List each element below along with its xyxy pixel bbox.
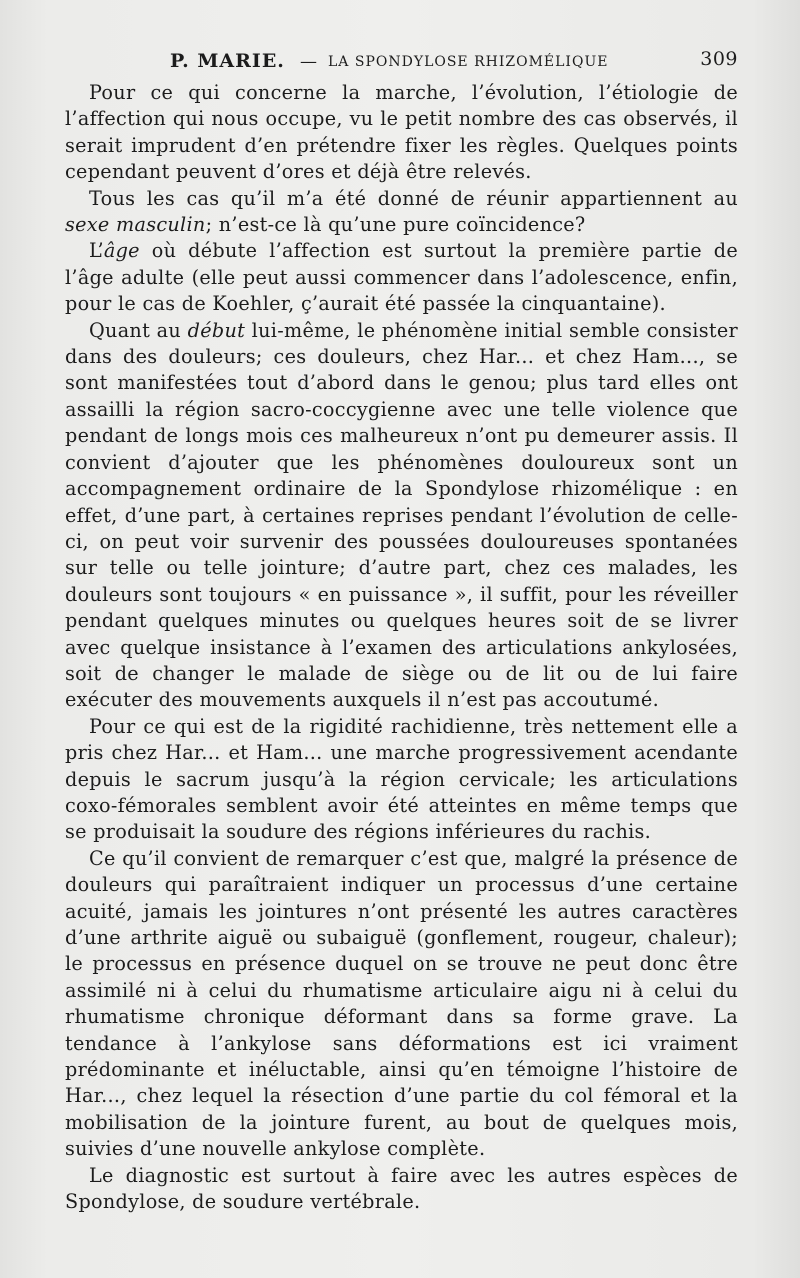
- paragraph: [65, 186, 738, 239]
- paragraph: [65, 238, 738, 317]
- text-run: lui-même, le phénomène initial semble consister dans des douleurs; ces douleurs, chez Har... et chez Ham..., se sont manifestées tout d’abord dans le genou; plus tard elles ont assailli la région sacro-coccygienne avec une telle violence que pendant de longs mois ces malheureux n’ont pu demeurer assis. Il convient d’ajouter que les phénomènes douloureux sont un accompagnement ordinaire de la Spondylose rhizomélique : en effet, d’une part, à certaines reprises pendant l’évolution de celle-ci, on peut voir survenir des poussées douloureuses spontanées sur telle ou telle jointure; d’autre part, chez ces malades, les douleurs sont toujours « en puissance », il suffit, pour les réveiller pendant quelques minutes ou quelques heures soit de se livrer avec quelque insistance à l’examen des articulations ankylosées, soit de changer le malade de siège ou de lit ou de lui faire exécuter des mouvements auxquels il n’est pas accoutumé.: [65, 318, 738, 712]
- text-run: où débute l’affection est surtout la première partie de l’âge adulte (elle peut aussi commencer dans l’adolescence, enfin, pour le cas de Koehler, ç’aurait été passée la cinquantaine).: [65, 239, 738, 316]
- text-run: Ce qu’il convient de remarquer c’est que, malgré la présence de douleurs qui paraîtraient indiquer un processus d’une certaine acuité, jamais les jointures n’ont présenté les autres caractères d’une arthrite aiguë ou subaiguë (gonflement, rougeur, chaleur); le processus en présence duquel on se trouve ne peut donc être assimilé ni à celui du rhumatisme articulaire aigu ni à celui du rhumatisme chronique déformant dans sa forme grave. La tendance à l’ankylose sans déformations est ici vraiment prédominante et inéluctable, ainsi qu’en témoigne l’histoire de Har..., chez lequel la résection d’une partie du col fémoral et la mobilisation de la jointure furent, au bout de quelques mois, suivies d’une nouvelle ankylose complète.: [65, 846, 738, 1161]
- italic-text: début: [187, 318, 246, 342]
- text-run: Le diagnostic est surtout à faire avec les autres espèces de Spondylose, de soudure vertébrale.: [65, 1163, 738, 1214]
- text-run: ; n’est-ce là qu’une pure coïncidence?: [205, 213, 586, 237]
- paragraph: [65, 318, 738, 714]
- text-run: L’: [89, 239, 104, 263]
- header-author: P. MARIE.: [170, 50, 285, 72]
- text-run: Pour ce qui concerne la marche, l’évolution, l’étiologie de l’affection qui nous occupe, vu le petit nombre des cas observés, il serait imprudent d’en prétendre fixer les règles. Quelques points cependant peuvent d’ores et déjà être relevés.: [65, 81, 738, 184]
- page-number: 309: [700, 48, 738, 70]
- header-separator: —: [300, 52, 318, 72]
- text-run: Pour ce qui est de la rigidité rachidienne, très nettement elle a pris chez Har... et Ham... une marche progressivement acendante depuis le sacrum jusqu’à la région cervicale; les articulations coxo-fémorales semblent avoir été atteintes en même temps que se produisait la soudure des régions inférieures du rachis.: [65, 714, 738, 844]
- paragraph: [65, 714, 738, 846]
- text-run: Quant au: [89, 318, 188, 342]
- paragraph: [65, 80, 738, 186]
- paragraph: [65, 1163, 738, 1216]
- italic-text: âge: [103, 239, 140, 263]
- paragraph: [65, 846, 738, 1163]
- body-text: [65, 80, 738, 1215]
- running-header: [170, 50, 738, 74]
- text-run: Tous les cas qu’il m’a été donné de réunir appartiennent au: [89, 186, 738, 210]
- header-title: LA SPONDYLOSE RHIZOMÉLIQUE: [328, 54, 609, 70]
- italic-text: sexe masculin: [65, 213, 206, 237]
